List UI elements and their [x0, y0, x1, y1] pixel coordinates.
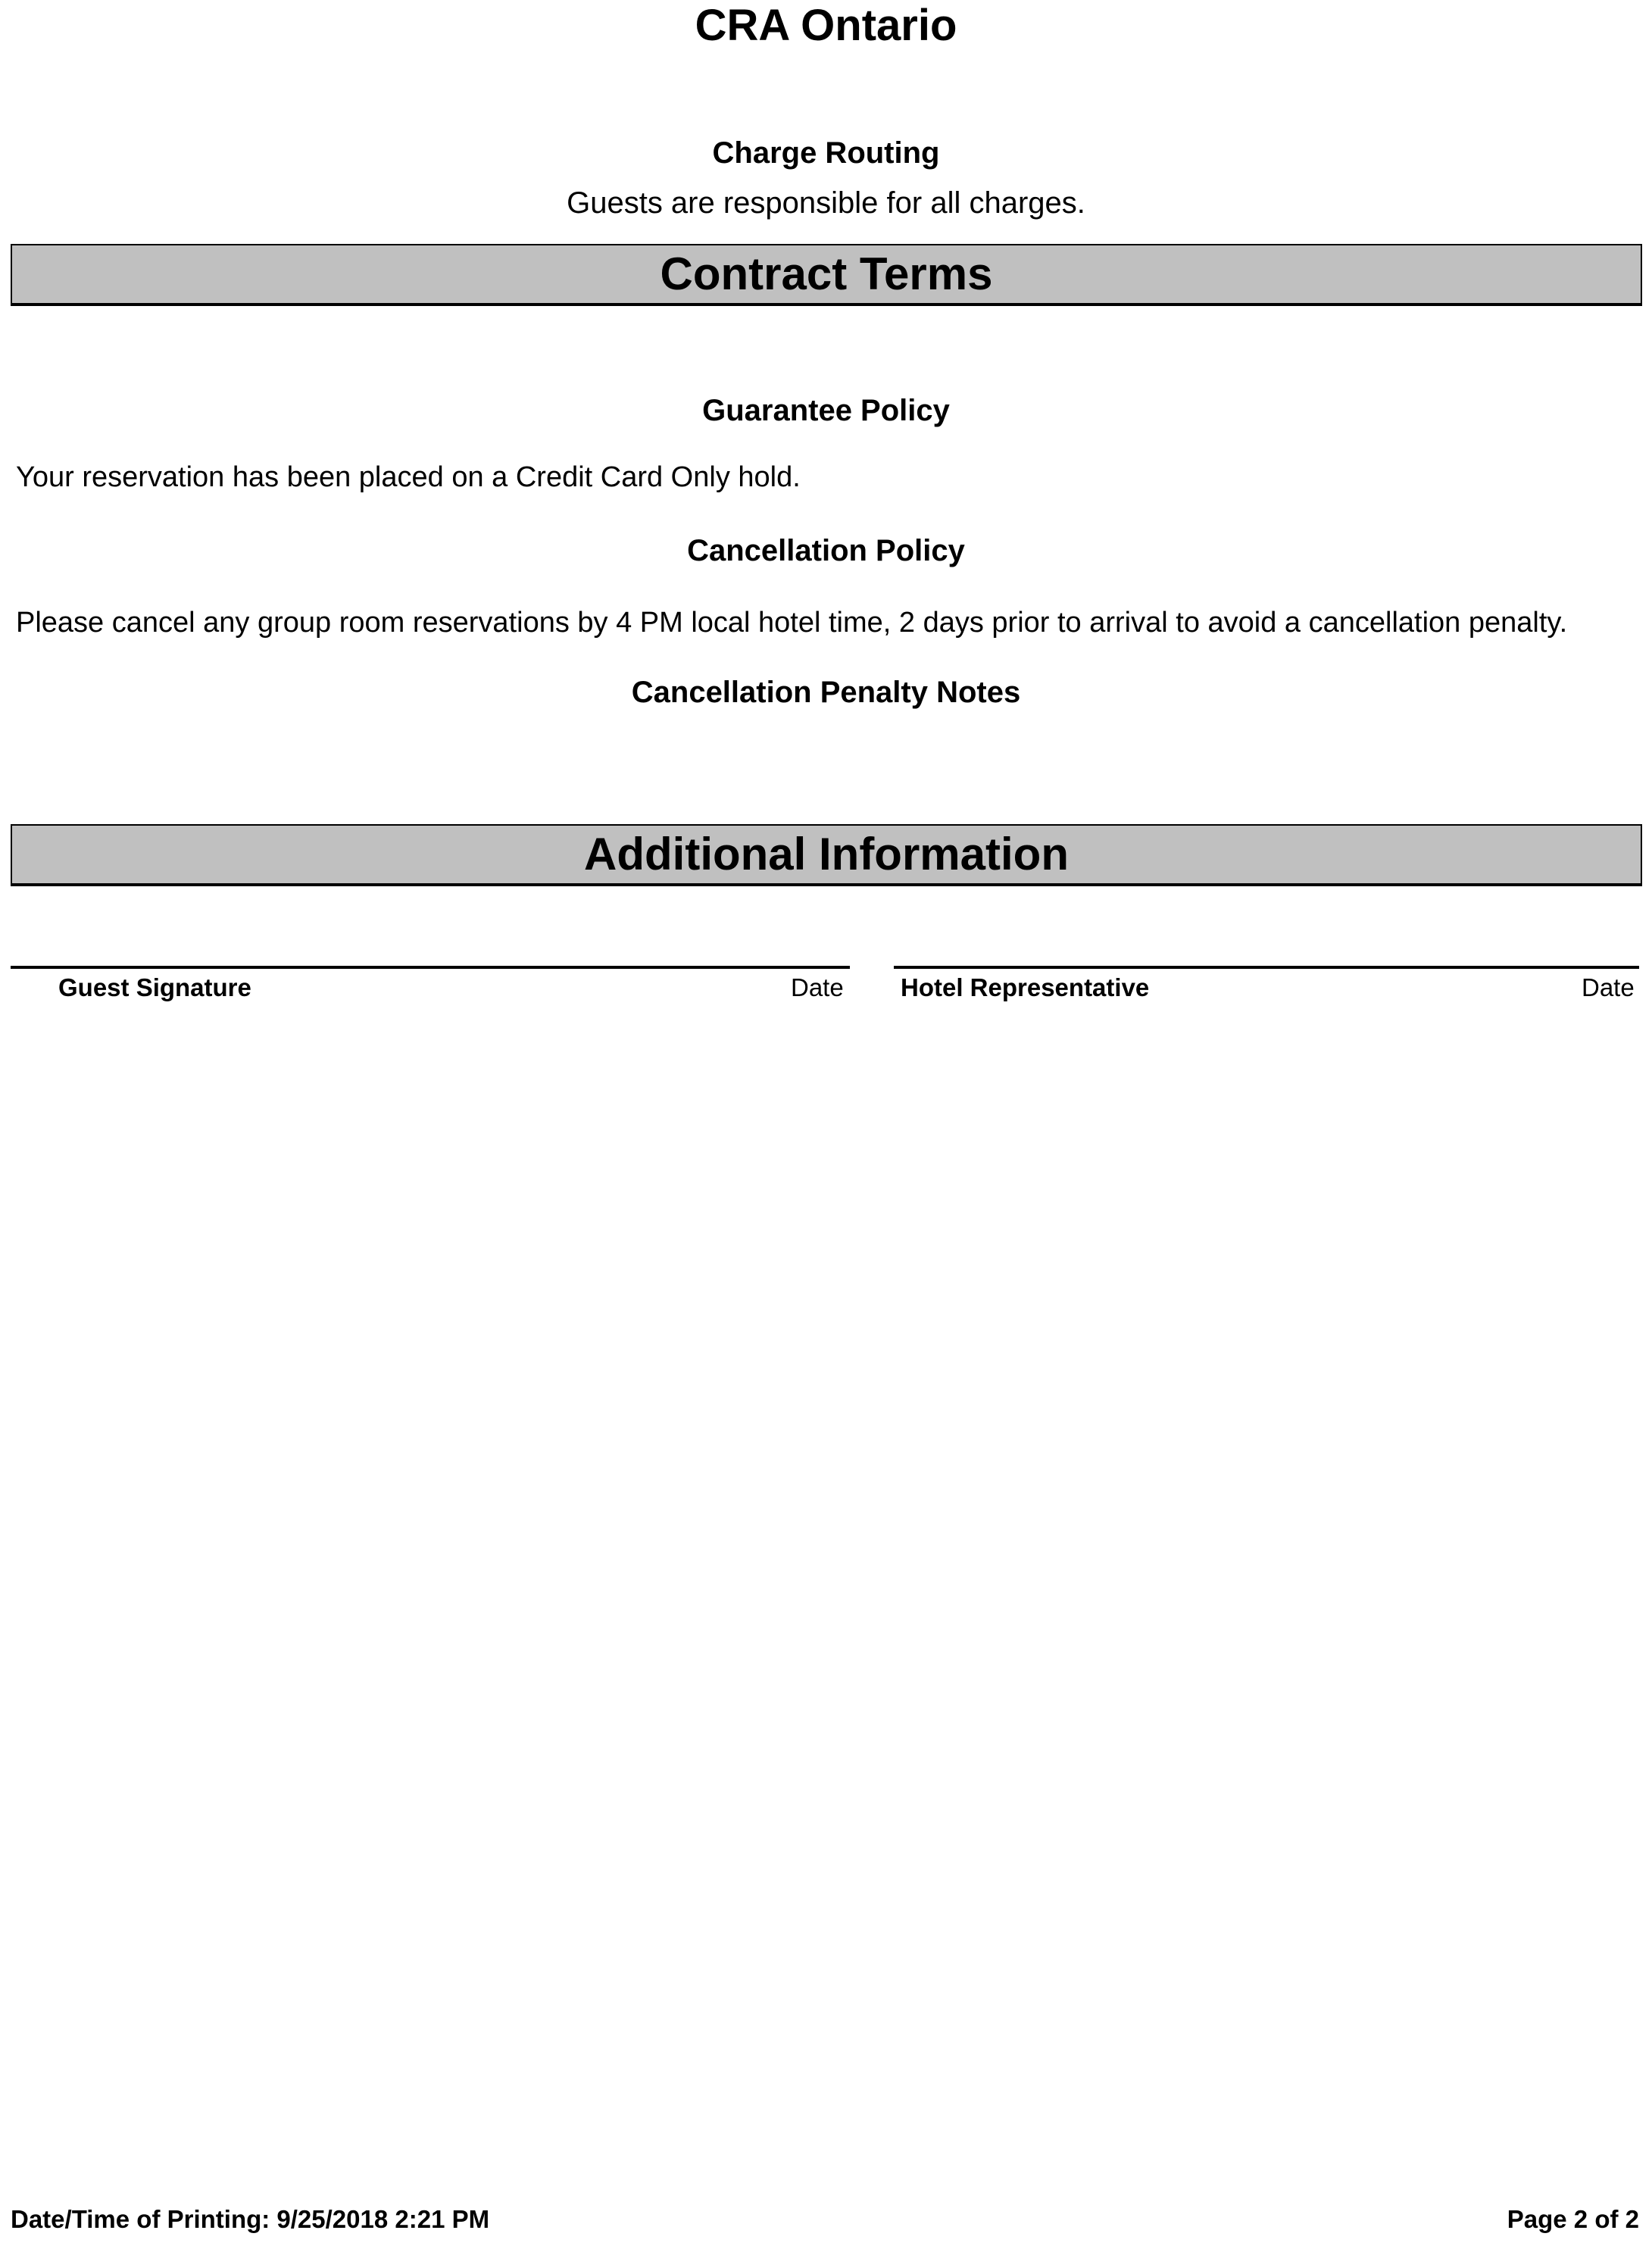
document-title: CRA Ontario: [695, 1, 957, 50]
cancellation-policy-heading: Cancellation Policy: [687, 534, 965, 567]
hotel-representative-line: [894, 966, 1639, 969]
contract-terms-banner: Contract Terms: [11, 244, 1642, 306]
charge-routing-text: Guests are responsible for all charges.: [567, 186, 1085, 220]
charge-routing-heading: Charge Routing: [712, 136, 940, 170]
guest-signature-date-label: Date: [791, 973, 844, 1001]
guarantee-policy-text: Your reservation has been placed on a Credit Card Only hold.: [16, 461, 801, 493]
print-timestamp: Date/Time of Printing: 9/25/2018 2:21 PM: [11, 2205, 490, 2233]
hotel-representative-label: Hotel Representative: [901, 973, 1150, 1001]
guarantee-policy-heading: Guarantee Policy: [702, 394, 950, 427]
cancellation-policy-text: Please cancel any group room reservations by 4 PM local hotel time, 2 days prior to arrival to avoid a cancellation penalty.: [16, 607, 1568, 639]
hotel-representative-date-label: Date: [1582, 973, 1635, 1001]
guest-signature-label: Guest Signature: [58, 973, 251, 1001]
guest-signature-line: [11, 966, 850, 969]
additional-information-banner: Additional Information: [11, 824, 1642, 886]
page-number: Page 2 of 2: [1507, 2205, 1639, 2233]
cancellation-penalty-notes-heading: Cancellation Penalty Notes: [631, 676, 1021, 709]
